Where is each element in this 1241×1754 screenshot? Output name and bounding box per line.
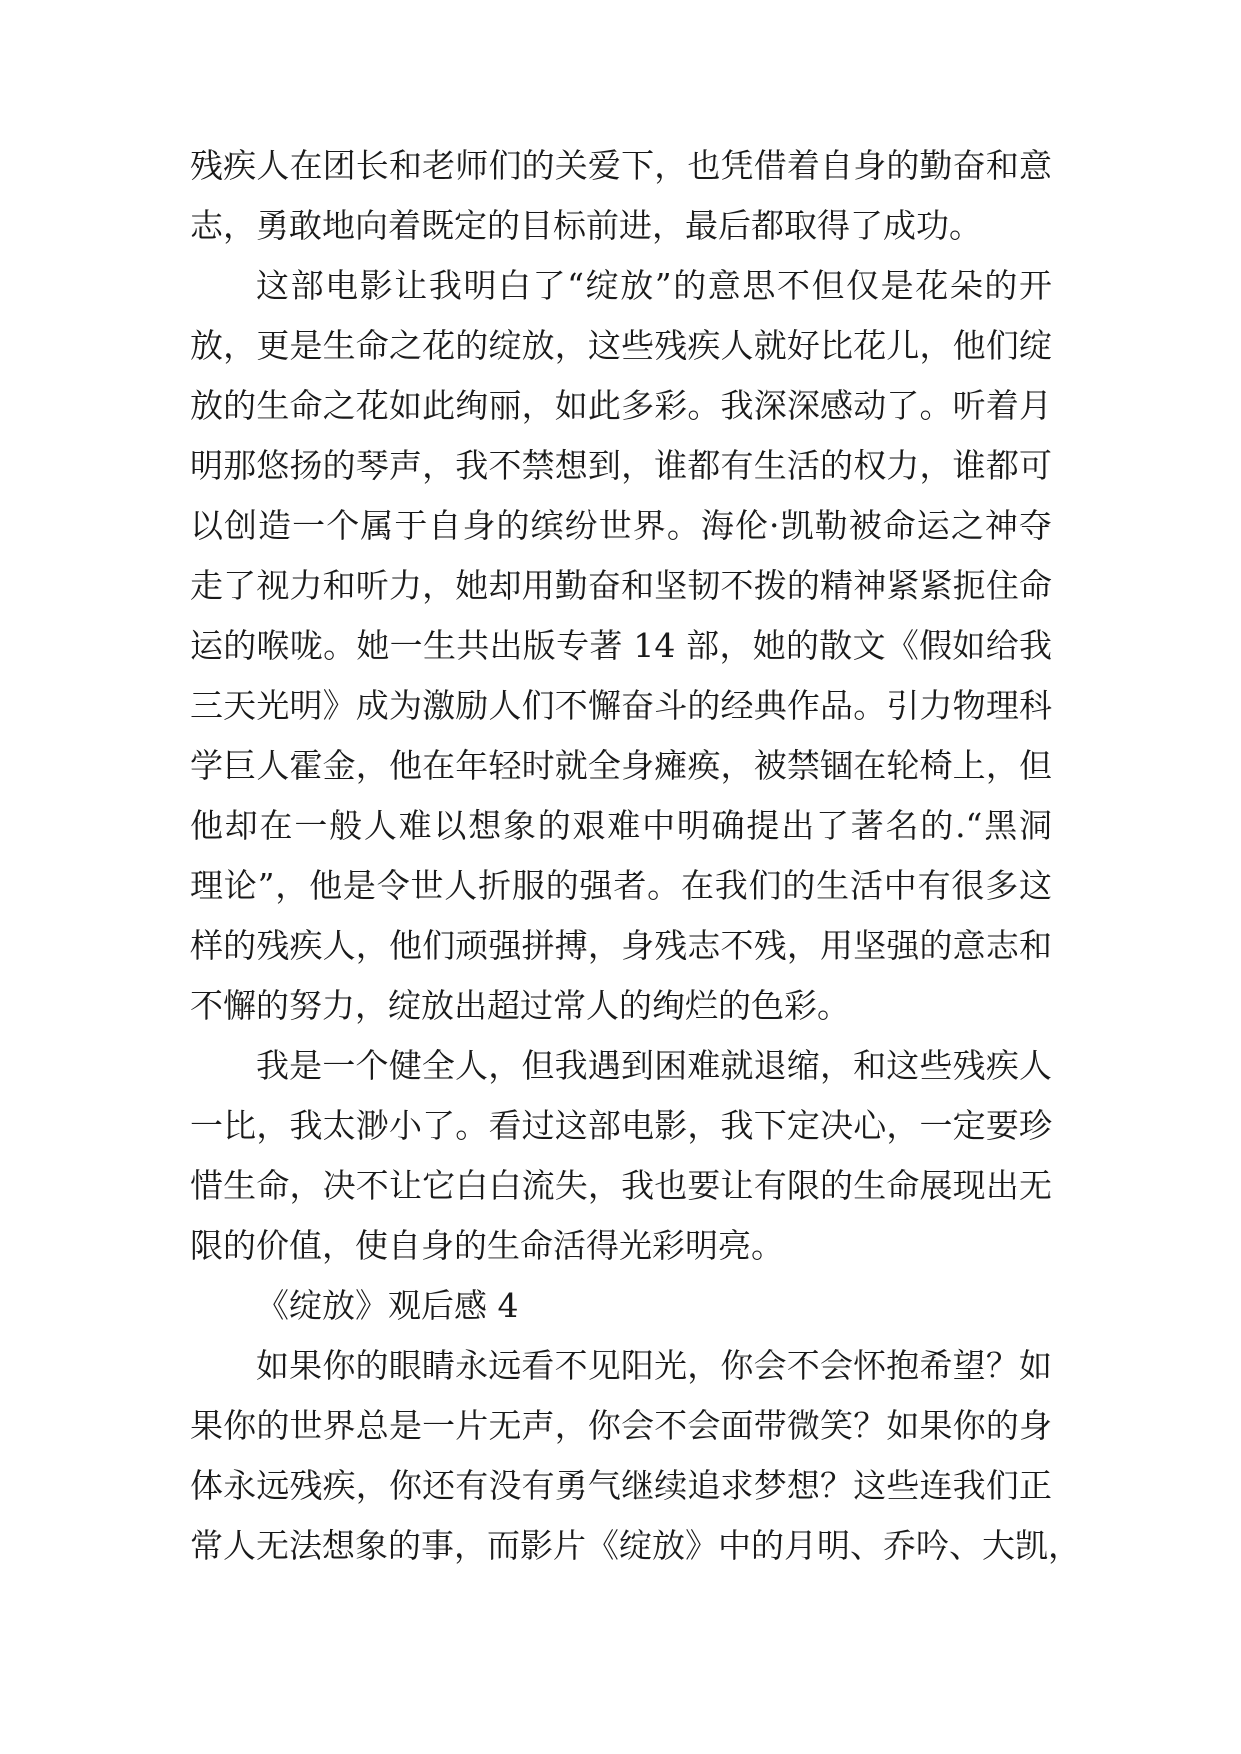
text-line: 惜生命，决不让它白白流失，我也要让有限的生命展现出无 — [190, 1166, 1052, 1205]
text-line: 理论”，他是令世人折服的强者。在我们的生活中有很多这 — [190, 866, 1052, 905]
section-heading: 《绽放》观后感 4 — [256, 1286, 519, 1325]
text-line: 学巨人霍金，他在年轻时就全身瘫痪，被禁锢在轮椅上，但 — [190, 746, 1052, 785]
paragraph-first-line: 这部电影让我明白了“绽放”的意思不但仅是花朵的开 — [256, 266, 1052, 305]
text-line: 他却在一般人难以想象的艰难中明确提出了著名的.“黑洞 — [190, 806, 1052, 845]
text-line: 三天光明》成为激励人们不懈奋斗的经典作品。引力物理科 — [190, 686, 1052, 725]
text-line: 一比，我太渺小了。看过这部电影，我下定决心，一定要珍 — [190, 1106, 1052, 1145]
text-line: 以创造一个属于自身的缤纷世界。海伦·凯勒被命运之神夺 — [190, 506, 1052, 545]
paragraph-first-line: 我是一个健全人，但我遇到困难就退缩，和这些残疾人 — [256, 1046, 1052, 1085]
text-line: 残疾人在团长和老师们的关爱下，也凭借着自身的勤奋和意 — [190, 146, 1052, 185]
text-line: 果你的世界总是一片无声，你会不会面带微笑？如果你的身 — [190, 1406, 1052, 1445]
text-line: 放，更是生命之花的绽放，这些残疾人就好比花儿，他们绽 — [190, 326, 1052, 365]
text-line: 样的残疾人，他们顽强拼搏，身残志不残，用坚强的意志和 — [190, 926, 1052, 965]
text-line: 运的喉咙。她一生共出版专著 14 部，她的散文《假如给我 — [190, 626, 1052, 665]
text-line: 走了视力和听力，她却用勤奋和坚韧不拨的精神紧紧扼住命 — [190, 566, 1052, 605]
paragraph-first-line: 如果你的眼睛永远看不见阳光，你会不会怀抱希望？如 — [256, 1346, 1052, 1385]
text-line: 志，勇敢地向着既定的目标前进，最后都取得了成功。 — [190, 206, 982, 245]
text-line: 放的生命之花如此绚丽，如此多彩。我深深感动了。听着月 — [190, 386, 1052, 425]
text-line: 体永远残疾，你还有没有勇气继续追求梦想？这些连我们正 — [190, 1466, 1052, 1505]
text-line: 限的价值，使自身的生命活得光彩明亮。 — [190, 1226, 784, 1265]
text-line: 明那悠扬的琴声，我不禁想到，谁都有生活的权力，谁都可 — [190, 446, 1052, 485]
text-line: 不懈的努力，绽放出超过常人的绚烂的色彩。 — [190, 986, 850, 1025]
text-line: 常人无法想象的事，而影片《绽放》中的月明、乔吟、大凯， — [190, 1526, 1081, 1565]
